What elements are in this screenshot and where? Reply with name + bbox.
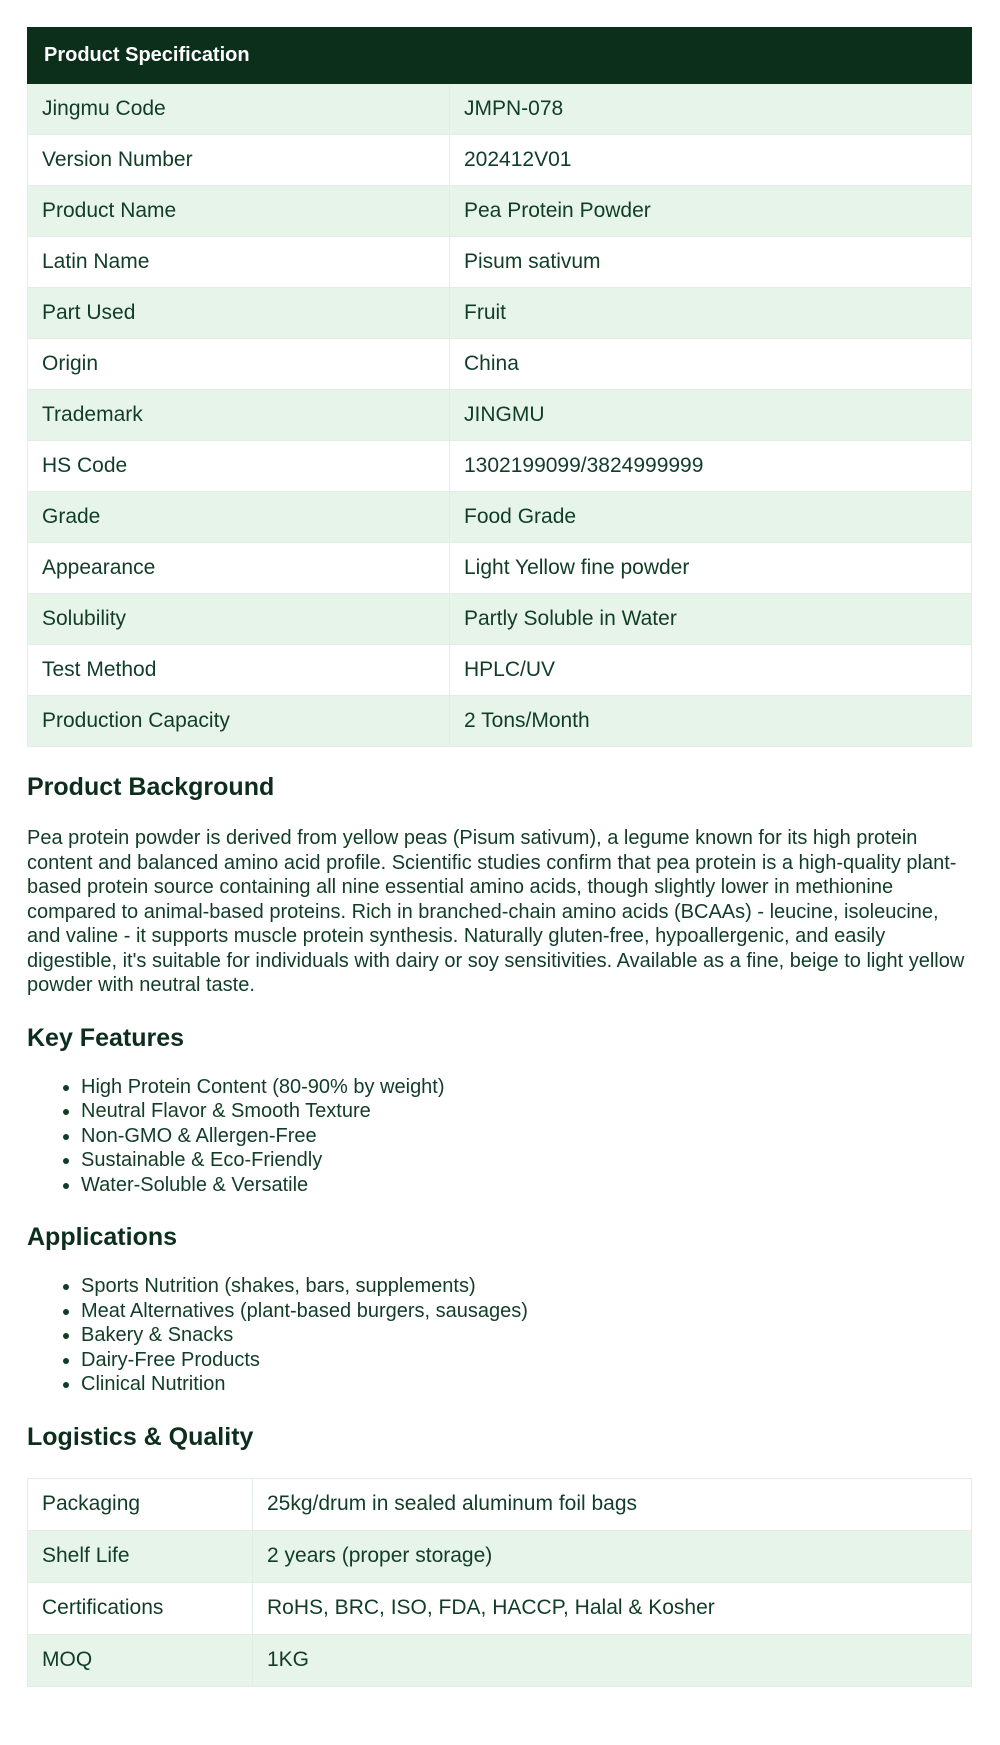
spec-value: Light Yellow fine powder bbox=[450, 543, 972, 594]
table-row bbox=[28, 696, 972, 747]
logistics-value: 2 years (proper storage) bbox=[253, 1530, 972, 1582]
spec-label: Trademark bbox=[28, 390, 450, 441]
spec-label: HS Code bbox=[28, 441, 450, 492]
spec-label: Test Method bbox=[28, 645, 450, 696]
spec-value: 202412V01 bbox=[450, 135, 972, 186]
table-row bbox=[28, 492, 972, 543]
applications-heading: Applications bbox=[27, 1223, 178, 1251]
list-item: • Non-GMO & Allergen-Free bbox=[81, 1124, 972, 1149]
logistics-heading: Logistics & Quality bbox=[27, 1422, 254, 1451]
list-item: • Meat Alternatives (plant-based burgers, sausages) bbox=[81, 1299, 972, 1324]
list-item: • Sports Nutrition (shakes, bars, supplements) bbox=[81, 1274, 972, 1299]
spec-value: JINGMU bbox=[450, 390, 972, 441]
spec-label: Version Number bbox=[28, 135, 450, 186]
table-row bbox=[28, 1634, 972, 1686]
spec-label: Production Capacity bbox=[28, 696, 450, 747]
list-item: • Water-Soluble & Versatile bbox=[81, 1173, 972, 1198]
spec-label: Grade bbox=[28, 492, 450, 543]
spec-value: Partly Soluble in Water bbox=[450, 594, 972, 645]
specification-table-title: Product Specification bbox=[28, 28, 972, 84]
logistics-table bbox=[27, 1478, 972, 1687]
spec-value: Pea Protein Powder bbox=[450, 186, 972, 237]
list-item: • High Protein Content (80-90% by weight) bbox=[81, 1075, 972, 1100]
table-row bbox=[28, 135, 972, 186]
table-row bbox=[28, 594, 972, 645]
spec-value: Fruit bbox=[450, 288, 972, 339]
spec-label: Origin bbox=[28, 339, 450, 390]
background-paragraph: Pea protein powder is derived from yellow peas (Pisum sativum), a legume known for its high protein content and balanced amino acid profile. Scientific studies confirm that pea protein is a high-quality plant-based protein source containing all nine essential amino acids, though slightly lower in methionine compared to animal-based proteins. Rich in branched-chain amino acids (BCAAs) - leucine, isoleucine, and valine - it supports muscle protein synthesis. Naturally gluten-free, hypoallergenic, and easily digestible, it's suitable for individuals with dairy or soy sensitivities. Available as a fine, beige to light yellow powder with neutral taste. bbox=[27, 827, 965, 996]
table-row bbox=[28, 186, 972, 237]
table-row bbox=[28, 543, 972, 594]
table-row bbox=[28, 237, 972, 288]
list-item: • Bakery & Snacks bbox=[81, 1323, 972, 1348]
logistics-value: RoHS, BRC, ISO, FDA, HACCP, Halal & Kosher bbox=[253, 1582, 972, 1634]
table-row bbox=[28, 84, 972, 135]
logistics-value: 1KG bbox=[253, 1634, 972, 1686]
spec-label: Part Used bbox=[28, 288, 450, 339]
spec-value: Food Grade bbox=[450, 492, 972, 543]
spec-label: Jingmu Code bbox=[28, 84, 450, 135]
spec-label: Solubility bbox=[28, 594, 450, 645]
list-item: • Neutral Flavor & Smooth Texture bbox=[81, 1099, 972, 1124]
spec-value: HPLC/UV bbox=[450, 645, 972, 696]
table-row bbox=[28, 441, 972, 492]
table-row bbox=[28, 645, 972, 696]
applications-list bbox=[27, 1274, 972, 1397]
logistics-label: Packaging bbox=[28, 1478, 253, 1530]
logistics-label: Certifications bbox=[28, 1582, 253, 1634]
key-features-heading: Key Features bbox=[27, 1023, 185, 1052]
spec-value: China bbox=[450, 339, 972, 390]
list-item: • Clinical Nutrition bbox=[81, 1372, 972, 1397]
table-row bbox=[28, 1478, 972, 1530]
list-item: • Sustainable & Eco-Friendly bbox=[81, 1148, 972, 1173]
table-row bbox=[28, 339, 972, 390]
background-heading: Product Background bbox=[27, 773, 275, 801]
spec-label: Appearance bbox=[28, 543, 450, 594]
spec-label: Latin Name bbox=[28, 237, 450, 288]
logistics-value: 25kg/drum in sealed aluminum foil bags bbox=[253, 1478, 972, 1530]
table-row bbox=[28, 288, 972, 339]
spec-label: Product Name bbox=[28, 186, 450, 237]
spec-value: JMPN-078 bbox=[450, 84, 972, 135]
spec-value: 1302199099/3824999999 bbox=[450, 441, 972, 492]
list-item: • Dairy-Free Products bbox=[81, 1348, 972, 1373]
table-row bbox=[28, 1582, 972, 1634]
key-features-list bbox=[27, 1075, 972, 1198]
table-row bbox=[28, 390, 972, 441]
specification-table bbox=[27, 27, 972, 747]
spec-value: 2 Tons/Month bbox=[450, 696, 972, 747]
logistics-label: Shelf Life bbox=[28, 1530, 253, 1582]
logistics-label: MOQ bbox=[28, 1634, 253, 1686]
spec-value: Pisum sativum bbox=[450, 237, 972, 288]
table-row bbox=[28, 1530, 972, 1582]
